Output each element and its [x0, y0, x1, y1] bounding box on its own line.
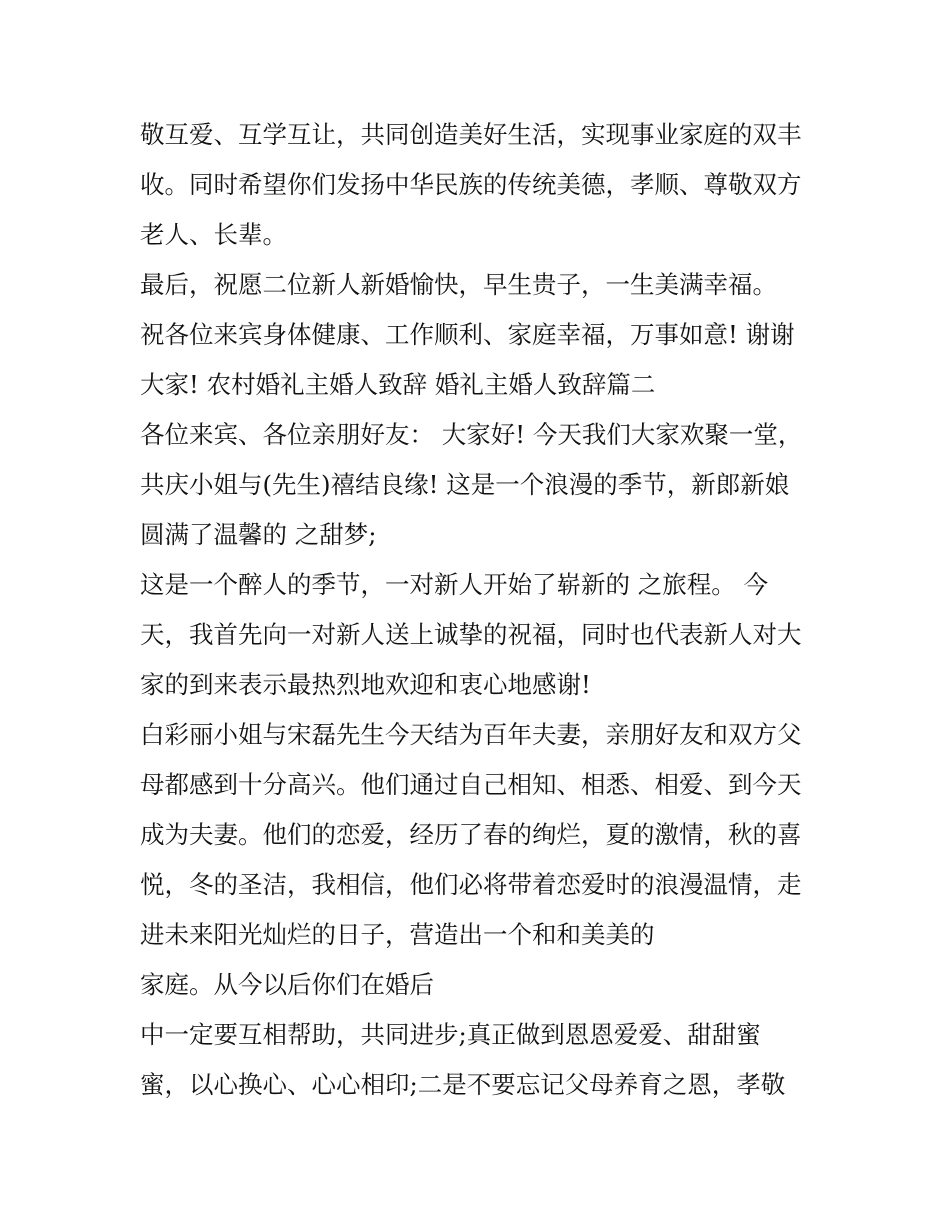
text-line: 家的到来表示最热烈地欢迎和衷心地感谢! [140, 670, 591, 699]
text-line: 悦，冬的圣洁，我相信，他们必将带着恋爱时的浪漫温情，走 [140, 870, 802, 899]
text-line: 最后，祝愿二位新人新婚愉快，早生贵子，一生美满幸福。 [140, 270, 777, 299]
text-line: 进未来阳光灿烂的日子，营造出一个和和美美的 [140, 920, 655, 949]
text-line: 天，我首先向一对新人送上诚挚的祝福，同时也代表新人对大 [140, 620, 802, 649]
document-body [140, 110, 830, 1110]
text-line: 祝各位来宾身体健康、工作顺利、家庭幸福，万事如意! 谢谢 [140, 320, 795, 349]
text-line: 这是一个醉人的季节，一对新人开始了崭新的 之旅程。 今 [140, 570, 769, 599]
text-line: 敬互爱、互学互让，共同创造美好生活，实现事业家庭的双丰 [140, 120, 802, 149]
text-line: 圆满了温馨的 之甜梦; [140, 520, 377, 549]
text-line: 母都感到十分高兴。他们通过自己相知、相悉、相爱、到今天 [140, 770, 802, 799]
text-line: 中一定要互相帮助，共同进步;真正做到恩恩爱爱、甜甜蜜 [140, 1020, 761, 1049]
text-line: 大家! 农村婚礼主婚人致辞 婚礼主婚人致辞篇二 [140, 370, 656, 399]
text-line: 蜜，以心换心、心心相印;二是不要忘记父母养育之恩，孝敬 [140, 1070, 786, 1099]
text-line: 白彩丽小姐与宋磊先生今天结为百年夫妻，亲朋好友和双方父 [140, 720, 802, 749]
text-line: 老人、长辈。 [140, 220, 287, 249]
text-line: 成为夫妻。他们的恋爱，经历了春的绚烂，夏的激情，秋的喜 [140, 820, 802, 849]
text-line: 各位来宾、各位亲朋好友： 大家好! 今天我们大家欢聚一堂， [140, 420, 803, 449]
text-line: 家庭。从今以后你们在婚后 [140, 970, 434, 999]
text-line: 共庆小姐与(先生)禧结良缘! 这是一个浪漫的季节，新郎新娘 [140, 470, 790, 499]
text-line: 收。同时希望你们发扬中华民族的传统美德，孝顺、尊敬双方 [140, 170, 802, 199]
